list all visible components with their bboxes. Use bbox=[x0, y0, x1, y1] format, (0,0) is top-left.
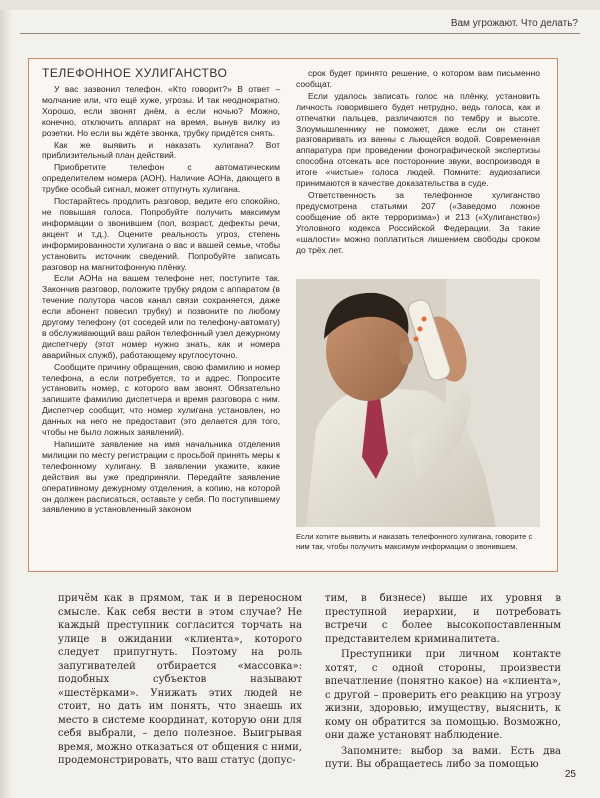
body-left-column bbox=[58, 592, 302, 770]
box-paragraph: Постарайтесь продлить разговор, ведите его спокойно, не повышая голоса. Попробуйте получить максимум информации о звонившем (пол, возраст, дефекты речи, акцент и т.д.). Оцените реальность угроз, степень информированности хулигана о вас и вашей семье, чтобы установить источник сведений. Попробуйте записать разговор на магнитофонную плёнку. bbox=[42, 196, 280, 272]
box-paragraph: Если удалось записать голос на плёнку, установить личность говорившего будет нетрудно, ведь голоса, как и отпечатки пальцев, различаются по тембру и высоте. Злоумышленнику не поможет, даже если он станет разговаривать из ванны с льющейся водой. Современная аппаратура при проведении фонографической экспертизы способна отсекать все посторонние звуки, воспроизводя в итоге «чистые» голоса людей. Помните: аудиозаписи принимаются в качестве доказательства в суде. bbox=[296, 90, 540, 189]
body-paragraph: Запомните: выбор за вами. Есть два пути. Вы обращаетесь либо за помощью bbox=[325, 745, 561, 770]
running-header: Вам угрожают. Что делать? bbox=[450, 18, 578, 29]
header-rule bbox=[20, 33, 580, 34]
box-paragraph: Если АОНа на вашем телефоне нет, поступите так. Закончив разговор, положите трубку рядом с аппаратом (в течение полутора часов канал связи сохраняется, даже если абонент повесил трубку) и позвоните по любому другому телефону (от соседей или по телефону-автомату) в обслуживающий ваш район телефонный узел дежурному диспетчеру (этот номер нужно знать, как и номера аварийных служб), работающему круглосуточно. bbox=[42, 273, 280, 360]
photo-caption: Если хотите выявить и наказать телефонного хулигана, говорите с ним так, чтобы получить максимум информации о звонившем. bbox=[296, 532, 533, 551]
top-band bbox=[0, 0, 600, 10]
box-paragraph: Сообщите причину обращения, свою фамилию и номер телефона, а если потребуется, то и адрес. Попросите установить номер, с которого вам звонят. Обязательно запишите фамилию диспетчера и время разговора с ним. Диспетчер сообщит, что номер хулигана установлен, но данных на него не предоставит (это делается для того, чтобы не было ложных заявлений). bbox=[42, 361, 280, 438]
body-paragraph: тим, в бизнесе) выше их уровня в преступной иерархии, и потребовать встречи с более высокопоставленным представителем криминалитета. bbox=[325, 593, 561, 645]
box-right-column bbox=[296, 68, 540, 256]
box-left-column bbox=[42, 84, 280, 516]
body-right-column bbox=[325, 592, 561, 774]
box-paragraph: срок будет принято решение, о котором вам письменно сообщат. bbox=[296, 68, 540, 89]
box-paragraph: Напишите заявление на имя начальника отделения милиции по месту регистрации с просьбой принять меры к телефонному хулигану. В заявлении укажите, какие действия вы уже предприняли. Передайте заявление оперативному дежурному отделения, а копию, на которой он должен расписаться, оставьте у себя. По поступившему заявлению в установленный законом bbox=[42, 439, 280, 515]
body-paragraph: причём как в прямом, так и в переносном смысле. Как себя вести в этом случае? Не каждый преступник согласится торчать на улице в ожидании «клиента», которого следует припугнуть. Поэтому на роль запугивателей отбирается «массовка»: подобных субъектов называют «шестёрками». Унижать этих людей не стоит, но дать им понять, что знаешь их место в системе координат, которую они для себя выбрали, – дело полезное. Выигрывая время, можно отказаться от общения с ними, продемонстрировать, что ваш статус (допус- bbox=[58, 593, 302, 766]
man-on-phone-photo bbox=[296, 279, 540, 527]
box-paragraph: У вас зазвонил телефон. «Кто говорит?» В ответ – молчание или, что ещё хуже, угрозы. И так неоднократно. Хорошо, если звонят днём, а если ночью? Можно, конечно, отключить аппарат на время, вынув вилку из розетки. Но если вы ждёте звонка, трубку придётся снять. bbox=[42, 84, 280, 138]
body-paragraph: Преступники при личном контакте хотят, с одной стороны, произвести впечатление (понятно какое) на «клиента», с другой – проверить его реакцию на угрозу жизни, здоровью, имуществу, выяснить, к кому он обратится за помощью. Возможно, они даже установят наблюдение. bbox=[325, 649, 561, 741]
page-number: 25 bbox=[564, 769, 576, 780]
box-paragraph: Приобретите телефон с автоматическим определителем номера (АОН). Наличие АОНа, дающего в трубке особый сигнал, может отпугнуть хулигана. bbox=[42, 162, 280, 195]
box-paragraph: Ответственность за телефонное хулиганство предусмотрена статьями 207 («Заведомо ложное сообщение об акте терроризма») и 213 («Хулиганство») Уголовного кодекса Российской Федерации. За такие «шалости» можно поплатиться лишением свободы сроком до трёх лет. bbox=[296, 189, 540, 255]
page-gutter-shadow bbox=[0, 0, 12, 798]
box-title: ТЕЛЕФОННОЕ ХУЛИГАНСТВО bbox=[42, 66, 228, 80]
box-paragraph: Как же выявить и наказать хулигана? Вот приблизительный план действий. bbox=[42, 139, 280, 161]
